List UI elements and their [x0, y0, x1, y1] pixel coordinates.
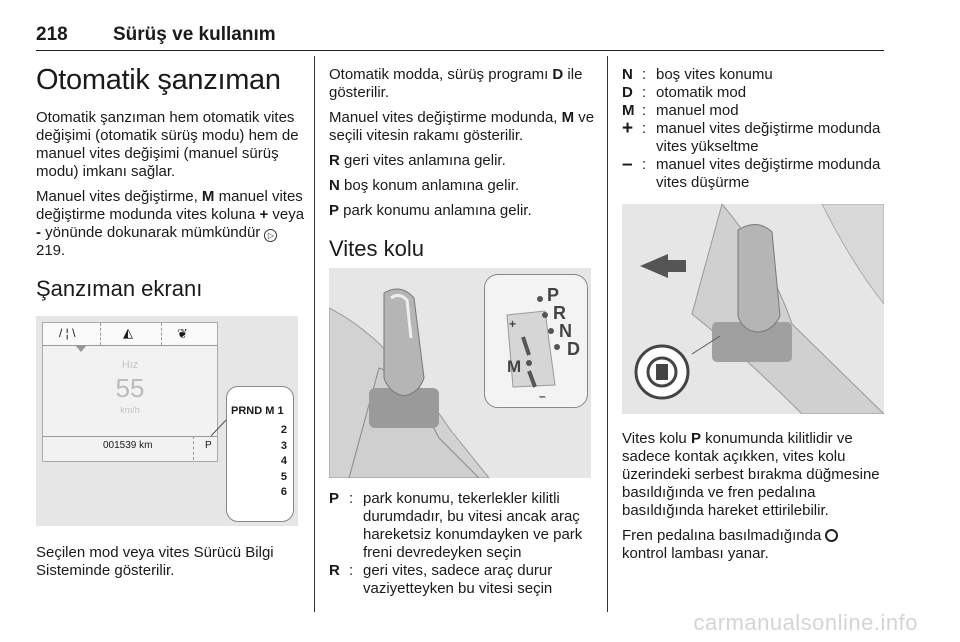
- definition-row: + : manuel vites değiştirme modunda vites yükseltme: [622, 118, 881, 155]
- column-1-footer: [36, 544, 306, 587]
- transmission-display-illustration: [36, 316, 298, 526]
- definition-row: P : park konumu, tekerlekler kilitli durumdadır, bu vitesi ancak araç hareketsiz konumdayken ve park freni devredeyken seçin: [329, 490, 583, 561]
- intro-paragraph: Otomatik şanzıman hem otomatik vites değişimi (otomatik sürüş modu) hem de manuel vites değişimi (manuel sürüş modu) imkanı sağlar.: [36, 109, 299, 180]
- neutral-paragraph: N boş konum anlamına gelir.: [329, 177, 520, 194]
- column-2: [329, 66, 597, 276]
- speed-label: Hız: [121, 359, 139, 371]
- manual-mode-paragraph: Manuel vites değiştirme modunda, M ve seçili vitesin rakamı gösterilir.: [329, 109, 595, 144]
- gear-indicator-small: P: [205, 440, 212, 451]
- page-number: 218: [36, 24, 68, 45]
- page-reference-link[interactable]: 219.: [36, 242, 66, 259]
- gear-list: 2 3 4 5 6: [280, 424, 287, 498]
- road-icon: / ¦ \: [59, 326, 76, 340]
- gate-label-minus: –: [539, 389, 546, 403]
- subsection-title: Vites kolu: [329, 236, 424, 261]
- definition-row: R : geri vites, sadece araç durur vaziyetteyken bu vitesi seçin: [329, 562, 553, 597]
- park-paragraph: P park konumu anlamına gelir.: [329, 202, 532, 219]
- column-divider: [314, 56, 315, 612]
- gear-header: PRND M 1: [231, 405, 284, 417]
- lever-lock-drawing: [622, 204, 884, 414]
- column-1: [36, 56, 306, 316]
- speed-value: 55: [115, 373, 145, 403]
- gate-label-r: R: [553, 303, 566, 323]
- definition-row: D : otomatik mod: [622, 84, 747, 101]
- chapter-title: Sürüş ve kullanım: [113, 24, 276, 45]
- auto-mode-paragraph: Otomatik modda, sürüş programı D ile gösterilir.: [329, 66, 583, 101]
- lever-lock-paragraph: Vites kolu P konumunda kilitlidir ve sadece kontak açıkken, vites kolu üzerindeki serbest bırakma düğmesine basıldığında ve fren pedalına basıldığında hareket ettirilebilir.: [622, 430, 880, 519]
- eco-leaf-icon: ❦: [177, 326, 188, 341]
- brake-warning-icon: [825, 529, 838, 542]
- gate-label-d: D: [567, 339, 580, 359]
- gear-gate-callout: [484, 274, 588, 408]
- speed-unit: km/h: [120, 405, 140, 415]
- lever-lock-illustration: [622, 204, 884, 414]
- gear-callout: [226, 386, 294, 522]
- manual-shift-paragraph: Manuel vites değiştirme, M manuel vites değiştirme modunda vites koluna + veya - yönünde dokunarak mümkündür ▷ 219.: [36, 188, 305, 259]
- definition-row: M : manuel mod: [622, 102, 739, 119]
- car-icon: ◭: [123, 325, 133, 340]
- gate-label-m: M: [507, 357, 522, 376]
- arrow-reference-icon: ▷: [264, 229, 277, 242]
- brake-lamp-paragraph: Fren pedalına basılmadığında kontrol lambası yanar.: [622, 527, 884, 563]
- reverse-paragraph: R geri vites anlamına gelir.: [329, 152, 506, 169]
- watermark: carmanualsonline.info: [693, 610, 918, 635]
- definition-row: N : boş vites konumu: [622, 66, 773, 83]
- gear-definitions-list-2: [622, 66, 884, 192]
- gate-label-plus: +: [509, 317, 517, 331]
- page-header: [36, 20, 884, 51]
- column-divider: [607, 56, 608, 612]
- display-caption: Seçilen mod veya vites Sürücü Bilgi Sisteminde gösterilir.: [36, 544, 274, 579]
- column-3-text: [622, 430, 884, 570]
- gear-definitions-list-1: [329, 490, 597, 598]
- gate-label-p: P: [547, 285, 560, 305]
- gate-label-n: N: [559, 321, 572, 341]
- odometer: 001539 km: [103, 440, 153, 451]
- section-title: Otomatik şanzıman: [36, 64, 281, 96]
- gear-lever-illustration: [329, 268, 591, 478]
- definition-row: – : manuel vites değiştirme modunda vites düşürme: [622, 154, 881, 191]
- subsection-title: Şanzıman ekranı: [36, 276, 203, 301]
